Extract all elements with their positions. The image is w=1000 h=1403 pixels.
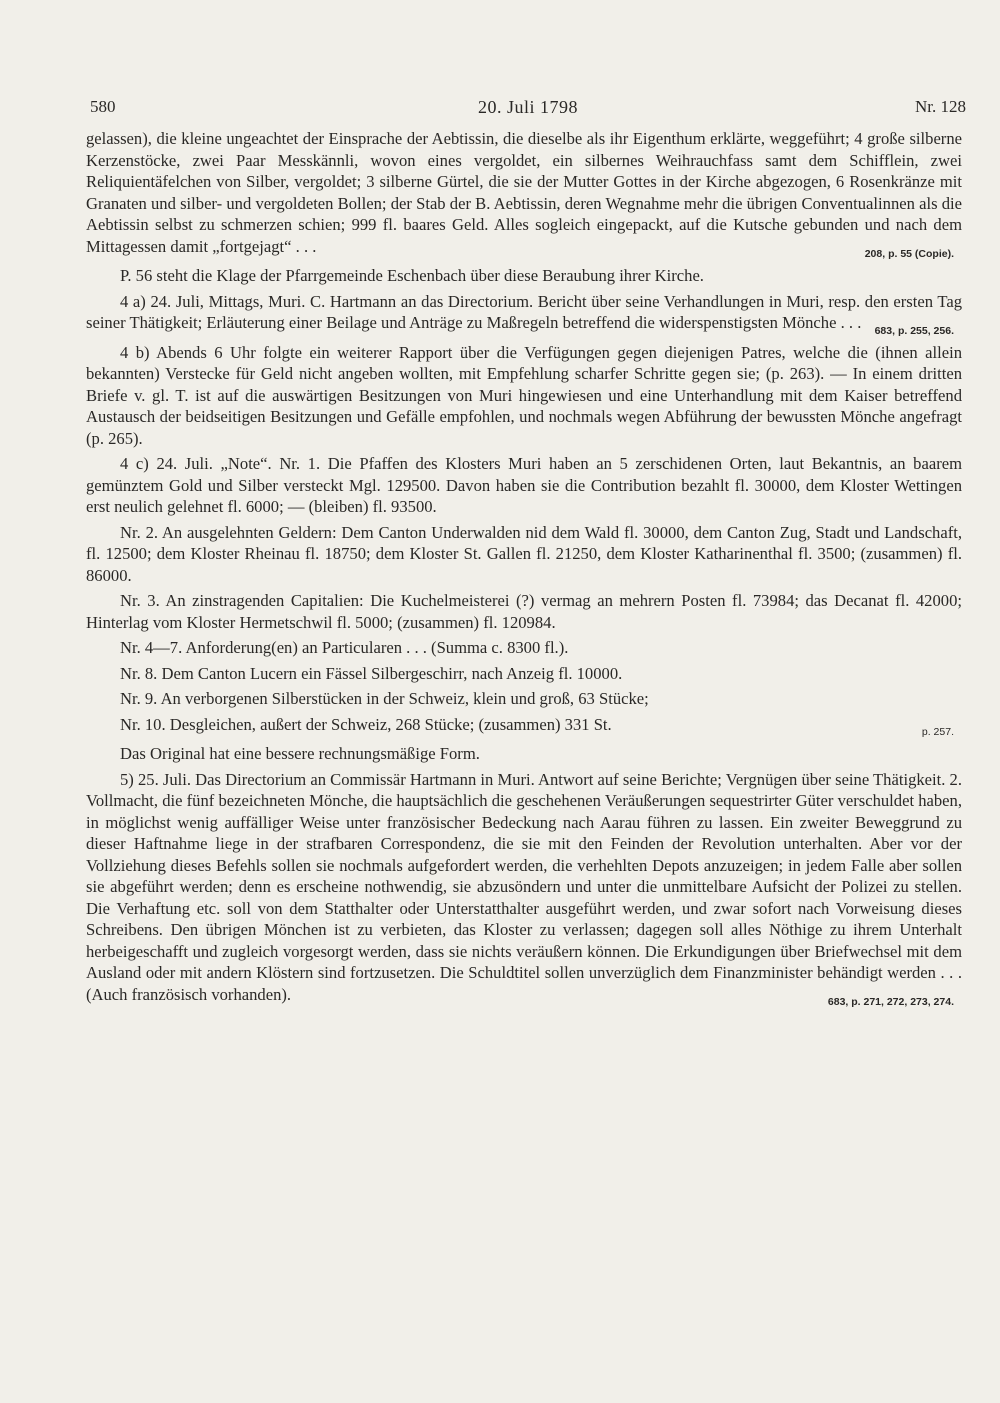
paragraph-text: Nr. 10. Desgleichen, außert der Schweiz, 268 Stücke; (zusammen) 331 St.	[120, 714, 612, 734]
paragraph	[86, 522, 962, 587]
paragraph-text: Nr. 9. An verborgenen Silberstücken in der Schweiz, klein und groß, 63 Stücke;	[120, 689, 649, 708]
paragraph	[86, 342, 962, 450]
page-number: 580	[90, 97, 116, 116]
paragraph-text: 5) 25. Juli. Das Directorium an Commissär Hartmann in Muri. Antwort auf seine Berichte; Vergnügen über seine Thätigkeit. 2. Vollmacht, die fünf bezeichneten Mönche, die hauptsächlich die geschehenen Veräußerungen sequestrirter Güter verschuldet haben, in möglichst wenig auffälliger Weise unter französischer Bedeckung nach Aarau führen zu lassen. Ein zweiter Beweggrund zu dieser Haftnahme liege in der strafbaren Correspondenz, die sie mit den Feinden der Revolution unterhalten. Aber vor der Vollziehung dieses Befehls sollen sie nochmals aufgefordert werden, die verhehlten Depots anzuzeigen; in jedem Falle aber sollen sie abgeführt werden; denn es erscheine nothwendig, sie abzusöndern und unter die unmittelbare Aufsicht der Polizei zu stellen. Die Verhaftung etc. soll von dem Statthalter oder Unterstatthalter ausgeführt werden, und zwar sofort nach Vorweisung dieses Schreibens. Den übrigen Mönchen ist zu verbieten, das Kloster zu verlassen; dagegen soll alles Nöthige zu ihrem Unterhalt herbeigeschafft und zugleich vorgesorgt werden, dass sie nichts veräußern können. Die Erkundigungen über Briefwechsel mit dem Ausland oder mit andern Klöstern sind fortzusetzen. Die Schuldtitel sollen unverzüglich dem Finanzminister behändigt werden . . . (Auch französisch vorhanden).	[86, 769, 962, 1004]
page-header	[90, 97, 966, 123]
paragraph-text: 4 b) Abends 6 Uhr folgte ein weiterer Rapport über die Verfügungen gegen diejenigen Patres, welche die (ihnen allein bekannten) Verstecke für Geld nicht angeben wollten, mit Empfehlung scharfer Schritte gegen sie; (p. 263). — In einem dritten Briefe v. gl. T. ist auf die auswärtigen Besitzungen von Muri hingewiesen und eine Unterhandlung mit dem Kaiser betreffend Austausch der beidseitigen Besitzungen und Gefälle empfohlen, und nochmals wegen Abführung der bewussten Mönche angefragt (p. 265).	[86, 342, 962, 448]
paragraph	[86, 743, 962, 765]
paragraph	[86, 769, 962, 1006]
paragraph-text: 4 c) 24. Juli. „Note“. Nr. 1. Die Pfaffen des Klosters Muri haben an 5 zerschidenen Orten, laut Bekantnis, an baarem gemünztem Gold und Silber versteckt Mgl. 129500. Davon haben sie die Contribution bezahlt fl. 30000, dem Kloster Wettingen erst neulich gelehnet fl. 6000; — (bleiben) fl. 93500.	[86, 454, 962, 516]
source-reference: 683, p. 255, 256.	[874, 324, 954, 337]
paragraph-text: P. 56 steht die Klage der Pfarrgemeinde Eschenbach über diese Beraubung ihrer Kirche.	[120, 266, 704, 285]
paragraph	[86, 688, 962, 710]
paragraph-text: Nr. 2. An ausgelehnten Geldern: Dem Canton Underwalden nid dem Wald fl. 30000, dem Canton Zug, Stadt und Landschaft, fl. 12500; dem Kloster Rheinau fl. 18750; dem Kloster St. Gallen fl. 21250, dem Kloster Katharinenthal fl. 3500; (zusammen) fl. 86000.	[86, 522, 962, 585]
paragraph	[86, 453, 962, 518]
paragraph-text: Nr. 3. An zinstragenden Capitalien: Die Kuchelmeisterei (?) vermag an mehrern Posten fl. 73984; das Decanat fl. 42000; Hinterlag vom Kloster Hermetschwil fl. 5000; (zusammen) fl. 120984.	[86, 591, 962, 632]
paragraph-text: Nr. 4—7. Anforderung(en) an Particularen . . . (Summa c. 8300 fl.).	[120, 638, 569, 657]
paragraph-text: gelassen), die kleine ungeachtet der Einsprache der Aebtissin, die dieselbe als ihr Eigenthum erklärte, weggeführt; 4 große silberne Kerzenstöcke, zwei Paar Messkännli, wovon eines vergoldet, ein silbernes Weihrauchfass samt dem Schifflein, zwei Reliquientäfelchen von Silber, vergoldet; 3 silberne Gürtel, die sie der Mutter Gottes in der Kirche abgezogen, 6 Rosenkränze mit Granaten und silber- und vergoldeten Bollen; der Stab der B. Aebtissin, deren Wegnahme mehr die übrigen Conventualinnen als die Aebtissin selbst zu schmerzen schien; 999 fl. baares Geld. Alles sogleich eingepackt, auf die Kutsche gebunden und nach dem Mittagessen damit „fortgejagt“ . . .	[86, 129, 962, 256]
source-reference: p. 257.	[921, 726, 954, 738]
item-number: Nr. 128	[915, 97, 966, 116]
paragraph-text: 4 a) 24. Juli, Mittags, Muri. C. Hartmann an das Directorium. Bericht über seine Verhandlungen in Muri, resp. den ersten Tag seiner Thätigkeit; Erläuterung einer Beilage und Anträge zu Maßregeln betreffend die widerspenstigsten Mönche . . .	[86, 291, 962, 332]
paragraph-text: Nr. 8. Dem Canton Lucern ein Fässel Silbergeschirr, nach Anzeig fl. 10000.	[120, 663, 623, 683]
paragraph-continuation	[86, 128, 962, 257]
source-reference: 208, p. 55 (Copie).	[864, 248, 954, 260]
source-reference: 683, p. 271, 272, 273, 274.	[827, 996, 954, 1008]
paragraph-text: Das Original hat eine bessere rechnungsmäßige Form.	[120, 744, 480, 763]
running-date: 20. Juli 1798	[477, 97, 578, 117]
paragraph	[86, 291, 962, 334]
document-body	[86, 128, 962, 1009]
paragraph	[86, 265, 962, 287]
paragraph	[86, 663, 962, 685]
paragraph	[86, 590, 962, 633]
paragraph	[86, 637, 962, 659]
